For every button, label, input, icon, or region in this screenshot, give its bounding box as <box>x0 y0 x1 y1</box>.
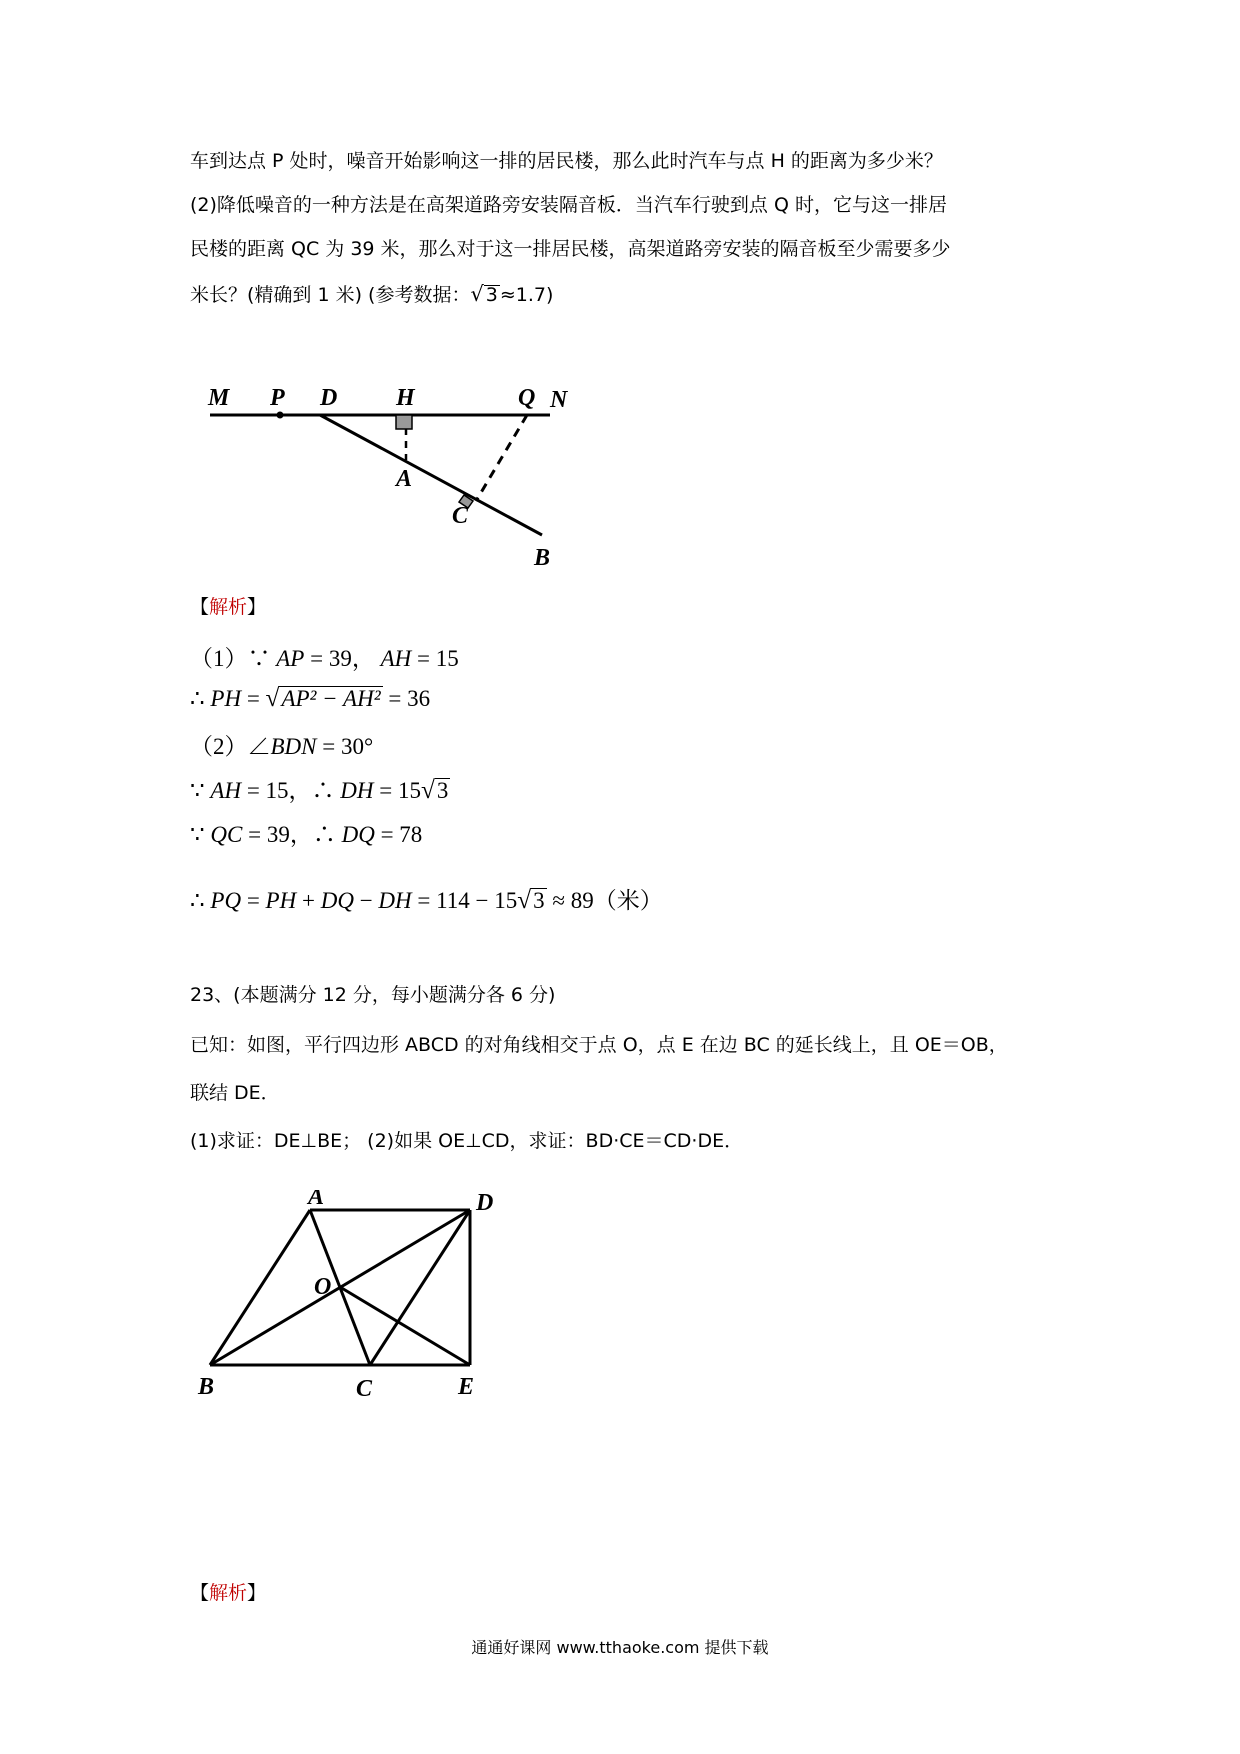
analysis-text: 解析 <box>209 1582 248 1604</box>
label-O: O <box>314 1274 332 1300</box>
solution-step-5: ∵ QC = 39，∴ DQ = 78 <box>190 822 423 847</box>
label-D: D <box>320 385 338 411</box>
analysis-label-2: 【解析】 <box>190 1582 267 1604</box>
solution-step-6: ∴ PQ = PH + DQ − DH = 114 − 15√3 ≈ 89（米） <box>190 886 663 914</box>
solution-step-4: ∵ AH = 15，∴ DH = 15√3 <box>190 776 449 804</box>
label-N: N <box>550 387 568 413</box>
sqrt-radicand: AP² − AH² <box>281 686 381 711</box>
label-E: E <box>458 1374 475 1400</box>
problem22-line2: (2)降低噪音的一种方法是在高架道路旁安装隔音板．当汽车行驶到点 Q 时，它与这一排居 <box>190 194 947 216</box>
label-H: H <box>396 385 415 411</box>
problem22-line3: 民楼的距离 QC 为 39 米，那么对于这一排居民楼，高架道路旁安装的隔音板至少需要多少 <box>190 238 951 260</box>
analysis-text: 解析 <box>209 596 248 618</box>
sqrt-sign: √ <box>421 776 435 804</box>
label-B: B <box>534 545 551 571</box>
label-C: C <box>452 503 469 529</box>
sqrt-radicand: 3 <box>533 888 545 913</box>
problem22-figure <box>190 375 590 575</box>
problem23-line1: 已知：如图，平行四边形 ABCD 的对角线相交于点 O，点 E 在边 BC 的延长线上，且 OE＝OB， <box>190 1034 1008 1056</box>
sqrt-sign: √ <box>470 282 484 306</box>
analysis-label: 【解析】 <box>190 596 267 618</box>
page-footer: 通通好课网 www.tthaoke.com 提供下载 <box>471 1638 769 1657</box>
problem22-line1: 车到达点 P 处时，噪音开始影响这一排的居民楼，那么此时汽车与点 H 的距离为多少米？ <box>190 150 943 172</box>
problem22-line4 <box>190 280 553 307</box>
label-C: C <box>356 1376 373 1402</box>
solution-step-3: （2）∠BDN = 30° <box>190 734 374 759</box>
sqrt-radicand: 3 <box>485 284 498 306</box>
label-A: A <box>308 1190 325 1210</box>
label-P: P <box>270 385 285 411</box>
sqrt-radicand: 3 <box>436 778 449 803</box>
solution-step-2: ∴ PH = √AP² − AH² = 36 <box>190 684 431 712</box>
reference-text: 米长？(精确到 1 米) (参考数据： <box>190 284 471 306</box>
reference-value: ≈1.7) <box>499 284 554 306</box>
label-D: D <box>476 1190 494 1216</box>
problem23-line2: 联结 DE． <box>190 1082 280 1104</box>
problem23-line3: (1)求证：DE⊥BE； (2)如果 OE⊥CD，求证：BD·CE＝CD·DE． <box>190 1130 744 1152</box>
label-A: A <box>396 466 413 492</box>
solution-step-1: （1）∵ AP = 39， AH = 15 <box>190 646 459 671</box>
label-M: M <box>208 385 230 411</box>
sqrt-sign: √ <box>265 684 280 712</box>
label-B: B <box>198 1374 215 1400</box>
problem23-figure <box>190 1190 510 1410</box>
sqrt-sign: √ <box>517 886 532 914</box>
label-Q: Q <box>518 385 536 411</box>
problem23-header: 23、(本题满分 12 分，每小题满分各 6 分) <box>190 984 556 1006</box>
